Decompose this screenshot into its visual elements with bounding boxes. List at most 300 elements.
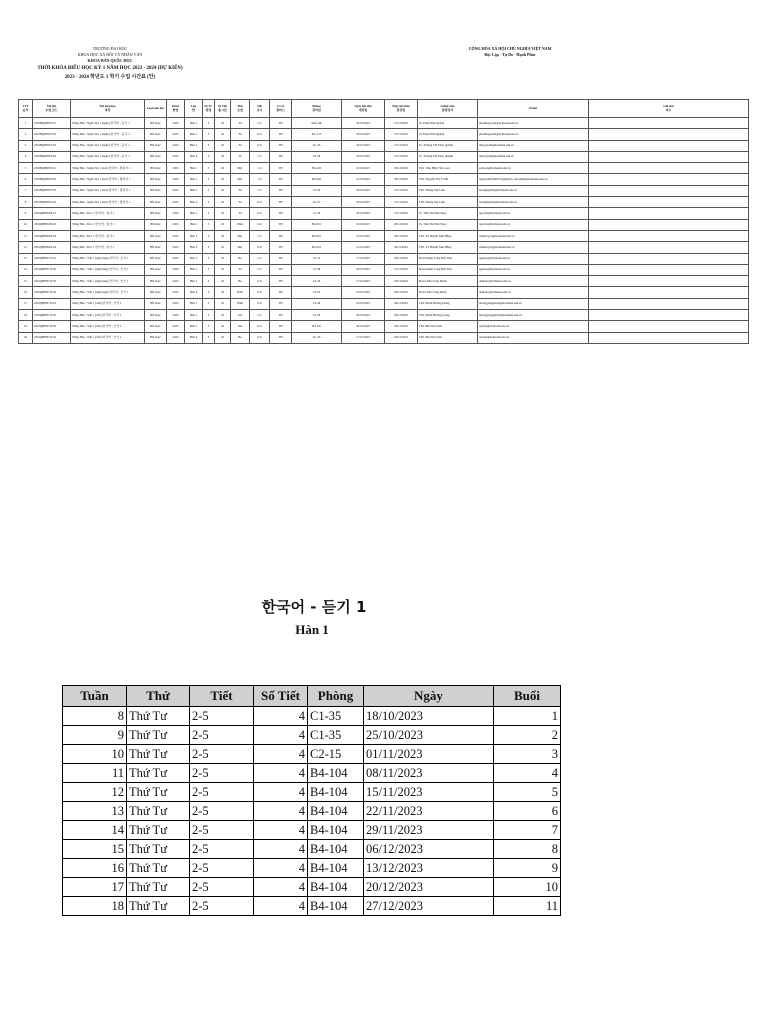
- column-header-label: Thứ: [237, 104, 243, 109]
- column-header: [167, 100, 185, 118]
- table-cell: 45: [215, 219, 231, 230]
- table-row: [19, 298, 749, 309]
- table-cell: Tiếng Hàn - Đọc 1 한국어 - 읽기 1: [71, 219, 145, 230]
- table-cell: 27/12/2023: [385, 208, 418, 219]
- table-cell: 10: [494, 878, 561, 897]
- table-cell: 19: [19, 321, 33, 332]
- column-header-label: Khóa: [171, 104, 179, 109]
- table-cell: Hàn 4: [185, 287, 203, 298]
- table-cell: 3: [203, 253, 215, 264]
- table-cell: 2310QHH071L01: [33, 253, 71, 264]
- table-cell: Bắt buộc: [145, 242, 167, 253]
- table-cell: Hàn 4: [185, 197, 203, 208]
- table-cell: 11: [19, 230, 33, 241]
- table-cell: 3: [203, 287, 215, 298]
- table-cell: 2023: [167, 276, 185, 287]
- country-name: CỘNG HÒA XÃ HỘI CHỦ NGHĨA VIỆT NAM: [468, 46, 552, 51]
- column-header-label: Email: [529, 105, 537, 110]
- table-row: [19, 276, 749, 287]
- table-cell: 19/10/2023: [342, 298, 385, 309]
- table-cell: 15: [19, 276, 33, 287]
- table-cell: Tiếng Hàn - Viết 1 (viết) 한국어 - 쓰기 1: [71, 310, 145, 321]
- table-cell: 1-5: [250, 174, 270, 185]
- table-cell: 17: [19, 298, 33, 309]
- table-cell: 12: [63, 783, 127, 802]
- table-cell: Năm: [231, 298, 250, 309]
- table-cell: 28/12/2023: [385, 298, 418, 309]
- table-cell: 3: [203, 332, 215, 343]
- table-cell: thuyquynh@hcmussh.edu.vn: [478, 151, 589, 162]
- table-cell: 28/12/2023: [385, 287, 418, 298]
- column-header: [203, 100, 215, 118]
- table-cell: Tiếng Hàn - Nghe Nói 1 (nghe) 한국어 - 듣기 1: [71, 118, 145, 129]
- table-cell: Bắt buộc: [145, 321, 167, 332]
- column-header: [342, 100, 385, 118]
- table-cell: 8: [63, 707, 127, 726]
- table-cell: Tư: [231, 264, 250, 275]
- column-header-label: Lớp: [190, 104, 197, 109]
- table-cell: 4: [254, 859, 308, 878]
- table-cell: Hàn 3: [185, 321, 203, 332]
- table-cell: 10: [63, 745, 127, 764]
- table-cell: Tiếng Hàn - Đọc 1 한국어 - 읽기 1: [71, 242, 145, 253]
- table-cell: Tiếng Hàn - Nghe Nói 1 (nghe) 한국어 - 듣기 1: [71, 151, 145, 162]
- table-cell: 18/10/2023: [364, 707, 494, 726]
- table-cell: 45: [215, 118, 231, 129]
- table-cell: ngocttn@hcmussh.edu.vn: [478, 219, 589, 230]
- table-cell: 45: [215, 185, 231, 196]
- table-cell: 5: [19, 163, 33, 174]
- table-cell: Tư: [231, 197, 250, 208]
- table-cell: A1-27: [292, 197, 342, 208]
- table-cell: Tiếng Hàn - Nghe Nói 1 (nói) 한국어 - 말하기 1: [71, 197, 145, 208]
- table-cell: 3: [203, 242, 215, 253]
- table-cell: 4: [254, 726, 308, 745]
- table-cell: 2023: [167, 332, 185, 343]
- table-cell: ThS. Phạm Hương Giang: [418, 310, 478, 321]
- table-row: [19, 174, 749, 185]
- table-cell: 4: [254, 897, 308, 916]
- table-row: [19, 208, 749, 219]
- table-cell: vhnhang.tq@hcmussh.edu.vn: [478, 230, 589, 241]
- table-cell: 45: [215, 310, 231, 321]
- table-cell: [589, 332, 749, 343]
- table-cell: 13: [19, 253, 33, 264]
- table-cell: C1-30: [292, 208, 342, 219]
- table-cell: 2023: [167, 118, 185, 129]
- table-cell: Hàn 2: [185, 129, 203, 140]
- table-cell: 22/11/2023: [364, 802, 494, 821]
- column-header-label-korean: 순서: [22, 107, 29, 112]
- table-cell: 3: [203, 264, 215, 275]
- table-cell: Bắt buộc: [145, 264, 167, 275]
- table-cell: 26/12/2023: [385, 332, 418, 343]
- table-cell: phanthuquynh@hcmussh.edu.vn: [478, 129, 589, 140]
- column-header: [385, 100, 418, 118]
- table-cell: 10: [19, 219, 33, 230]
- table-cell: TH: [270, 332, 292, 343]
- table-cell: 2: [203, 208, 215, 219]
- table-cell: 16: [63, 859, 127, 878]
- table-cell: 2023: [167, 287, 185, 298]
- column-header-label-korean: 수업 코드: [45, 107, 58, 112]
- table-cell: 26/12/2023: [385, 253, 418, 264]
- table-cell: 27/12/2023: [385, 185, 418, 196]
- table-cell: 29/11/2023: [364, 821, 494, 840]
- table-row: [19, 118, 749, 129]
- table-cell: [589, 276, 749, 287]
- table-row: [19, 129, 749, 140]
- table-cell: 13: [63, 802, 127, 821]
- table-cell: Tiếng Hàn - Viết 1 (viết) 한국어 - 쓰기 1: [71, 332, 145, 343]
- table-cell: 27/12/2023: [385, 197, 418, 208]
- table-cell: [589, 151, 749, 162]
- column-header: [589, 100, 749, 118]
- table-cell: A1-43: [292, 332, 342, 343]
- table-cell: [589, 219, 749, 230]
- national-motto: Độc Lập - Tự Do - Hạnh Phúc: [484, 52, 536, 57]
- table-row: [19, 230, 749, 241]
- table-cell: [589, 264, 749, 275]
- table-row: [19, 287, 749, 298]
- table-cell: Tiếng Hàn - Nghe Nói 1 (nghe) 한국어 - 듣기 1: [71, 140, 145, 151]
- table-cell: 2: [494, 726, 561, 745]
- table-cell: 2-5: [250, 264, 270, 275]
- column-header: [185, 100, 203, 118]
- table-cell: 2310QHH020L01: [33, 208, 71, 219]
- table-cell: Bắt buộc: [145, 310, 167, 321]
- table-cell: B4-104: [308, 821, 364, 840]
- table-cell: 4: [254, 802, 308, 821]
- table-cell: Hàn 3: [185, 140, 203, 151]
- table-row: [19, 264, 749, 275]
- table-row: [63, 859, 561, 878]
- table-cell: B4-104: [308, 897, 364, 916]
- table-row: [19, 219, 749, 230]
- table-cell: Thứ Tư: [127, 745, 190, 764]
- table-row: [19, 242, 749, 253]
- table-row: [19, 185, 749, 196]
- table-cell: 45: [215, 163, 231, 174]
- table-cell: 2310QHH071L03: [33, 321, 71, 332]
- table-cell: Tư: [231, 118, 250, 129]
- table-cell: Hàn 1: [185, 163, 203, 174]
- table-cell: 9: [494, 859, 561, 878]
- table-row: [19, 197, 749, 208]
- table-cell: C1-35: [308, 726, 364, 745]
- table-cell: 2-5: [190, 859, 254, 878]
- table-cell: Tiếng Hàn - Nghe Nói 1 (nói) 한국어 - 말하기 1: [71, 185, 145, 196]
- table-cell: Ba: [231, 276, 250, 287]
- table-cell: 12: [19, 242, 33, 253]
- table-cell: [589, 230, 749, 241]
- table-cell: 45: [215, 129, 231, 140]
- schedule-title: THỜI KHÓA BIỂU HỌC KỲ 1 NĂM HỌC 2023 - 2024 (DỰ KIẾN): [37, 66, 183, 71]
- table-cell: 2-5: [250, 310, 270, 321]
- column-header: Tuần: [63, 686, 127, 707]
- table-cell: 2023: [167, 140, 185, 151]
- table-cell: 27/12/2023: [385, 140, 418, 151]
- table-cell: 6-9: [250, 332, 270, 343]
- table-cell: TH: [270, 264, 292, 275]
- table-cell: 3: [203, 140, 215, 151]
- column-header: Thứ: [127, 686, 190, 707]
- table-cell: TH: [270, 321, 292, 332]
- table-cell: 45: [215, 230, 231, 241]
- table-cell: 7: [494, 821, 561, 840]
- table-cell: 4: [494, 764, 561, 783]
- column-header-label-korean: 종강일: [396, 107, 406, 112]
- table-cell: 2023: [167, 310, 185, 321]
- table-cell: 45: [215, 298, 231, 309]
- column-header-label-korean: 과목: [104, 107, 111, 112]
- faculty-name: KHOA HỌC XÃ HỘI VÀ NHÂN VĂN: [77, 52, 143, 57]
- table-cell: Hàn 3: [185, 276, 203, 287]
- table-cell: danhntc@hcmussh.edu.vn: [478, 276, 589, 287]
- table-cell: 2023: [167, 197, 185, 208]
- table-cell: 45: [215, 253, 231, 264]
- table-cell: 21/10/2023: [342, 242, 385, 253]
- table-cell: 06/12/2023: [364, 840, 494, 859]
- table-cell: Ts. Trương Thị Thùy Quỳnh: [418, 151, 478, 162]
- table-cell: 2-5: [250, 230, 270, 241]
- table-cell: 3: [203, 151, 215, 162]
- column-header-label: Mã lớp: [46, 104, 57, 109]
- table-cell: 2-5: [250, 118, 270, 129]
- table-cell: 18/10/2023: [342, 129, 385, 140]
- table-cell: TH: [270, 197, 292, 208]
- table-cell: 2-5: [190, 840, 254, 859]
- table-cell: Tiếng Hàn - Nghe Nói 1 (nói) 한국어 - 말하기 1: [71, 163, 145, 174]
- table-cell: Tiếng Hàn - Nghe Nói 1 (nghe) 한국어 - 듣기 1: [71, 129, 145, 140]
- table-cell: 4: [19, 151, 33, 162]
- table-cell: 3: [203, 197, 215, 208]
- table-cell: Tiếng Hàn - Đọc 1 한국어 - 읽기 1: [71, 208, 145, 219]
- course-title: 한국어 - 듣기 1: [261, 598, 367, 616]
- table-cell: [589, 253, 749, 264]
- table-cell: huonggiangpham@hcmussh.edu.vn: [478, 310, 589, 321]
- table-cell: 6: [19, 174, 33, 185]
- table-cell: 45: [215, 151, 231, 162]
- table-cell: Hàn 2: [185, 310, 203, 321]
- table-cell: 4: [254, 840, 308, 859]
- table-cell: Đoàn Trần Công Danh: [418, 276, 478, 287]
- table-cell: 2-5: [190, 897, 254, 916]
- table-cell: [589, 163, 749, 174]
- column-header: [145, 100, 167, 118]
- table-cell: Đoàn Phạm Công Đức Duy: [418, 264, 478, 275]
- column-header-label-korean: 캠퍼스: [276, 107, 285, 112]
- table-row: [63, 802, 561, 821]
- column-header-label-korean: 교시: [256, 107, 263, 112]
- table-cell: Hàn 3: [185, 185, 203, 196]
- table-cell: 2310QHH020L03: [33, 230, 71, 241]
- table-cell: hoangmylinh@hcmussh.edu.vn: [478, 185, 589, 196]
- table-cell: C1-35: [308, 707, 364, 726]
- table-cell: 26/12/2023: [385, 276, 418, 287]
- table-header-row: [19, 100, 749, 118]
- table-cell: 2310QHH071L02: [33, 310, 71, 321]
- department-name: KHOA HÀN QUỐC HỌC: [87, 58, 133, 63]
- column-header: Phòng: [308, 686, 364, 707]
- table-cell: TH: [270, 163, 292, 174]
- table-cell: 18/10/2023: [342, 185, 385, 196]
- table-cell: 29/12/2023: [385, 310, 418, 321]
- table-cell: 01/11/2023: [364, 745, 494, 764]
- column-header: Số Tiết: [254, 686, 308, 707]
- table-cell: Bắt buộc: [145, 219, 167, 230]
- table-cell: B1-3.13: [292, 129, 342, 140]
- table-cell: [589, 321, 749, 332]
- table-cell: 2-5: [190, 764, 254, 783]
- table-cell: 3: [203, 129, 215, 140]
- table-cell: ngocttn@hcmussh.edu.vn: [478, 208, 589, 219]
- table-cell: Tiếng Hàn - Viết 1 (ngữ pháp) 한국어 - 쓰기 1: [71, 287, 145, 298]
- table-cell: TH: [270, 208, 292, 219]
- table-cell: 2310QHH020L04: [33, 242, 71, 253]
- table-cell: Tiếng Hàn - Đọc 1 한국어 - 읽기 1: [71, 230, 145, 241]
- column-header: [19, 100, 33, 118]
- table-cell: nguduy@hcmussh.edu.vn: [478, 253, 589, 264]
- table-cell: 3: [203, 298, 215, 309]
- table-cell: Bảy: [231, 230, 250, 241]
- table-cell: Ts. Phan Như Quỳnh: [418, 118, 478, 129]
- table-cell: Tiếng Hàn - Viết 1 (ngữ pháp) 한국어 - 쓰기 1: [71, 276, 145, 287]
- table-cell: 9: [63, 726, 127, 745]
- table-cell: 2-5: [190, 878, 254, 897]
- table-cell: C2-15: [308, 745, 364, 764]
- column-header-label-korean: 개강일: [358, 107, 368, 112]
- table-cell: 2023: [167, 185, 185, 196]
- table-row: [19, 151, 749, 162]
- table-cell: 14: [63, 821, 127, 840]
- table-cell: C2-15: [292, 253, 342, 264]
- table-cell: [589, 242, 749, 253]
- table-cell: 2-5: [190, 726, 254, 745]
- table-cell: B4-104: [308, 783, 364, 802]
- table-cell: nguduy@hcmussh.edu.vn: [478, 264, 589, 275]
- university-name: TRƯỜNG ĐẠI HỌC: [92, 46, 128, 51]
- table-cell: Ts. Trần Thị Nhu Ngọc: [418, 208, 478, 219]
- table-cell: Đoàn Phạm Công Đức Duy: [418, 253, 478, 264]
- table-cell: 27/12/2023: [385, 129, 418, 140]
- table-cell: 45: [215, 332, 231, 343]
- class-name: Hàn 1: [295, 622, 329, 637]
- table-cell: Bắt buộc: [145, 118, 167, 129]
- table-cell: 2023: [167, 253, 185, 264]
- table-cell: 2023: [167, 264, 185, 275]
- table-cell: 6: [494, 802, 561, 821]
- table-cell: 4: [254, 878, 308, 897]
- table-cell: TH: [270, 310, 292, 321]
- table-cell: Thứ Tư: [127, 821, 190, 840]
- table-cell: 45: [215, 264, 231, 275]
- table-cell: 30/12/2023: [385, 174, 418, 185]
- table-cell: 17/10/2023: [342, 253, 385, 264]
- table-cell: TH: [270, 298, 292, 309]
- table-cell: yenloan@hcmussh.edu.vn: [478, 163, 589, 174]
- table-cell: nguyenthiynhi0912@gmail.com nhinh@hcmussh.edu.vn: [478, 174, 589, 185]
- table-cell: TH: [270, 174, 292, 185]
- table-cell: 3: [203, 118, 215, 129]
- column-header: Tiết: [190, 686, 254, 707]
- table-cell: 20: [19, 332, 33, 343]
- table-cell: 2-5: [190, 802, 254, 821]
- table-cell: 3: [203, 185, 215, 196]
- table-cell: 18/10/2023: [342, 151, 385, 162]
- column-header: [215, 100, 231, 118]
- column-header: Ngày: [364, 686, 494, 707]
- table-row: [19, 140, 749, 151]
- table-cell: 29/12/2023: [385, 321, 418, 332]
- table-cell: 2310HQH097L01: [33, 163, 71, 174]
- table-cell: TH: [270, 253, 292, 264]
- column-header-label-korean: 총시간: [218, 107, 227, 112]
- table-cell: Tiếng Hàn - Viết 1 (viết) 한국어 - 쓰기 1: [71, 321, 145, 332]
- table-cell: 2: [19, 129, 33, 140]
- table-cell: 6-9: [250, 287, 270, 298]
- table-cell: C2-26: [292, 151, 342, 162]
- table-cell: 2-5: [190, 821, 254, 840]
- table-cell: 21/10/2023: [342, 230, 385, 241]
- table-cell: Tiếng Hàn - Nghe Nói 1 (nói) 한국어 - 말하기 1: [71, 174, 145, 185]
- table-cell: 45: [215, 208, 231, 219]
- table-cell: 20/10/2023: [342, 321, 385, 332]
- column-header: Buổi: [494, 686, 561, 707]
- table-cell: TH: [270, 242, 292, 253]
- table-cell: B4-402: [292, 174, 342, 185]
- column-header: [250, 100, 270, 118]
- table-cell: 2-5: [190, 783, 254, 802]
- table-cell: 2310HQH097L02: [33, 129, 71, 140]
- table-cell: 2310QHH071L04: [33, 287, 71, 298]
- table-cell: Bắt buộc: [145, 185, 167, 196]
- column-header: [478, 100, 589, 118]
- table-cell: TH: [270, 287, 292, 298]
- table-row: [63, 821, 561, 840]
- table-cell: Bắt buộc: [145, 298, 167, 309]
- table-cell: A1-45: [292, 140, 342, 151]
- table-cell: Thứ Tư: [127, 859, 190, 878]
- table-cell: ThS. Hoàng Mỹ Linh: [418, 185, 478, 196]
- table-cell: 17: [63, 878, 127, 897]
- table-cell: Hàn 3: [185, 230, 203, 241]
- table-cell: Bắt buộc: [145, 163, 167, 174]
- table-cell: 4: [254, 821, 308, 840]
- column-header-label: Loại môn học: [146, 105, 165, 110]
- table-cell: 2023: [167, 219, 185, 230]
- table-cell: 45: [215, 140, 231, 151]
- table-cell: Tư: [231, 151, 250, 162]
- table-cell: phanthuquynh@hcmussh.edu.vn: [478, 118, 589, 129]
- table-cell: 8: [19, 197, 33, 208]
- table-cell: 45: [215, 276, 231, 287]
- table-cell: C2-46: [292, 298, 342, 309]
- table-cell: 3: [19, 140, 33, 151]
- table-row: [19, 253, 749, 264]
- table-cell: 27/12/2023: [385, 264, 418, 275]
- table-cell: uyenbt@hcmussh.edu.vn: [478, 321, 589, 332]
- table-cell: 08/11/2023: [364, 764, 494, 783]
- column-header: [71, 100, 145, 118]
- table-cell: Bảy: [231, 174, 250, 185]
- table-cell: 5: [494, 783, 561, 802]
- table-cell: C2-43: [292, 276, 342, 287]
- table-cell: ThS. Nguyễn Thị Ý Nhi: [418, 174, 478, 185]
- column-header-label: STT: [22, 104, 29, 109]
- table-row: [63, 878, 561, 897]
- table-cell: Bắt buộc: [145, 253, 167, 264]
